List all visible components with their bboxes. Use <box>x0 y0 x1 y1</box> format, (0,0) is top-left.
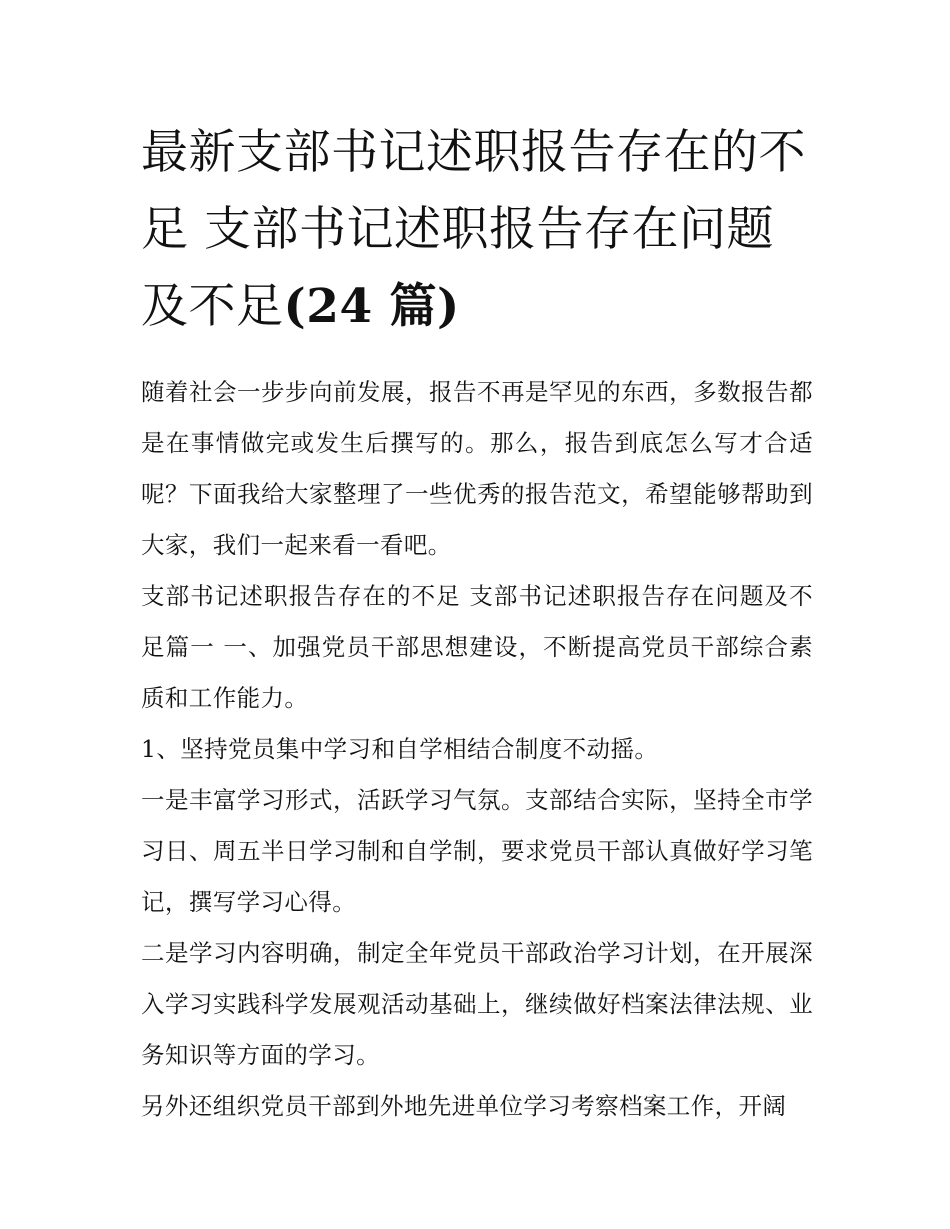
document-body <box>141 367 813 1132</box>
paragraph-continued: 另外还组织党员干部到外地先进单位学习考察档案工作，开阔 <box>141 1092 787 1120</box>
paragraph-section-heading: 支部书记述职报告存在的不足 支部书记述职报告存在问题及不足篇一 一、加强党员干部思想建设，不断提高党员干部综合素质和工作能力。 <box>141 582 813 712</box>
paragraph-point-two: 二是学习内容明确，制定全年党员干部政治学习计划，在开展深入学习实践科学发展观活动基础上，继续做好档案法律法规、业务知识等方面的学习。 <box>141 939 813 1069</box>
title-main-text: 最新支部书记述职报告存在的不足 支部书记述职报告存在问题及不足 <box>141 125 806 334</box>
paragraph-item-1: 1、坚持党员集中学习和自学相结合制度不动摇。 <box>141 735 659 763</box>
document-page <box>141 114 813 1132</box>
title-count: (24 篇) <box>283 279 460 334</box>
paragraph-point-one: 一是丰富学习形式，活跃学习气氛。支部结合实际，坚持全市学习日、周五半日学习制和自学制，要求党员干部认真做好学习笔记，撰写学习心得。 <box>141 786 813 916</box>
document-title <box>141 114 813 345</box>
paragraph-intro: 随着社会一步步向前发展，报告不再是罕见的东西，多数报告都是在事情做完或发生后撰写的。那么，报告到底怎么写才合适呢？下面我给大家整理了一些优秀的报告范文，希望能够帮助到大家，我们一起来看一看吧。 <box>141 378 813 559</box>
